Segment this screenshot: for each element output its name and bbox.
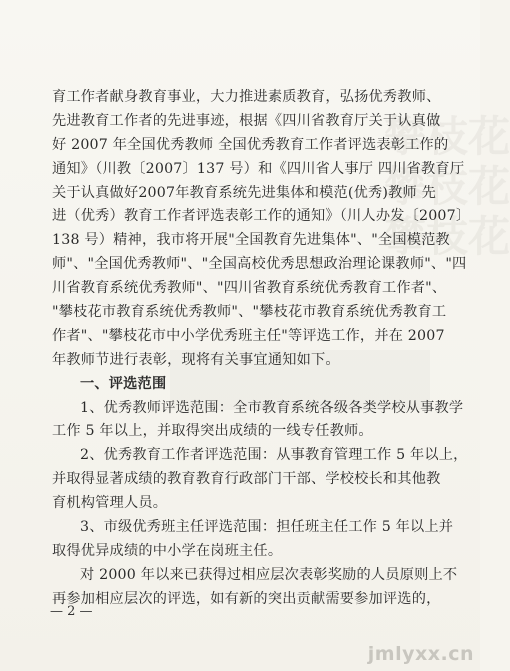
text-line: 师"、"全国优秀教师"、"全国高校优秀思想政治理论课教师"、"四 bbox=[52, 256, 467, 273]
text-line: 1、优秀教师评选范围：全市教育系统各级各类学校从事教学 bbox=[80, 399, 464, 416]
text-line: 关于认真做好2007年教育系统先进集体和模范(优秀)教师 先 bbox=[52, 184, 437, 201]
text-line: 川省教育系统优秀教师"、"四川省教育系统优秀教育工作者"、 bbox=[52, 280, 447, 297]
text-line: 先进教育工作者的先进事迹，根据《四川省教育厅关于认真做 bbox=[52, 112, 441, 129]
bleed-through-shadow: 攀枝花 攀枝花 攀枝花 bbox=[384, 112, 510, 261]
text-line: 并取得显著成绩的教育教育行政部门干部、学校校长和其他教 bbox=[52, 471, 441, 488]
text-line: 取得优异成绩的中小学在岗班主任。 bbox=[52, 542, 283, 559]
text-line: 3、市级优秀班主任评选范围：担任班主任工作 5 年以上并 bbox=[80, 519, 454, 536]
page-number: — 2 — bbox=[50, 604, 93, 619]
site-watermark: jmlyxx.cn bbox=[367, 643, 474, 665]
text-line: 工作 5 年以上，并取得突出成绩的一线专任教师。 bbox=[52, 423, 373, 440]
text-line: "攀枝花市教育系统优秀教师"、"攀枝花市教育系统优秀教育工 bbox=[52, 304, 447, 321]
text-line: 对 2000 年以来已获得过相应层次表彰奖励的人员原则上不 bbox=[80, 566, 458, 583]
text-line: 育机构管理人员。 bbox=[52, 495, 168, 512]
text-line: 2、优秀教育工作者评选范围：从事教育管理工作 5 年以上， bbox=[80, 447, 468, 464]
section-heading: 一、评选范围 bbox=[80, 375, 167, 392]
text-line: 作者"、"攀枝花市中小学优秀班主任"等评选工作，并在 2007 bbox=[52, 327, 445, 344]
text-line: 进（优秀）教育工作者评选表彰工作的通知》（川人办发〔2007〕 bbox=[52, 208, 471, 225]
text-line: 育工作者献身教育事业，大力推进素质教育，弘扬优秀教师、 bbox=[52, 89, 441, 105]
text-line: 138 号）精神，我市将开展"全国教育先进集体"、"全国模范教 bbox=[52, 232, 450, 249]
text-line: 再参加相应层次的评选，如有新的突出贡献需要参加评选的， bbox=[52, 590, 441, 607]
text-line: 年教师节进行表彰，现将有关事宜通知如下。 bbox=[52, 351, 340, 368]
text-line: 好 2007 年全国优秀教师 全国优秀教育工作者评选表彰工作的 bbox=[52, 136, 449, 153]
text-line: 通知》（川教〔2007〕137 号）和《四川省人事厅 四川省教育厅 bbox=[52, 160, 465, 177]
